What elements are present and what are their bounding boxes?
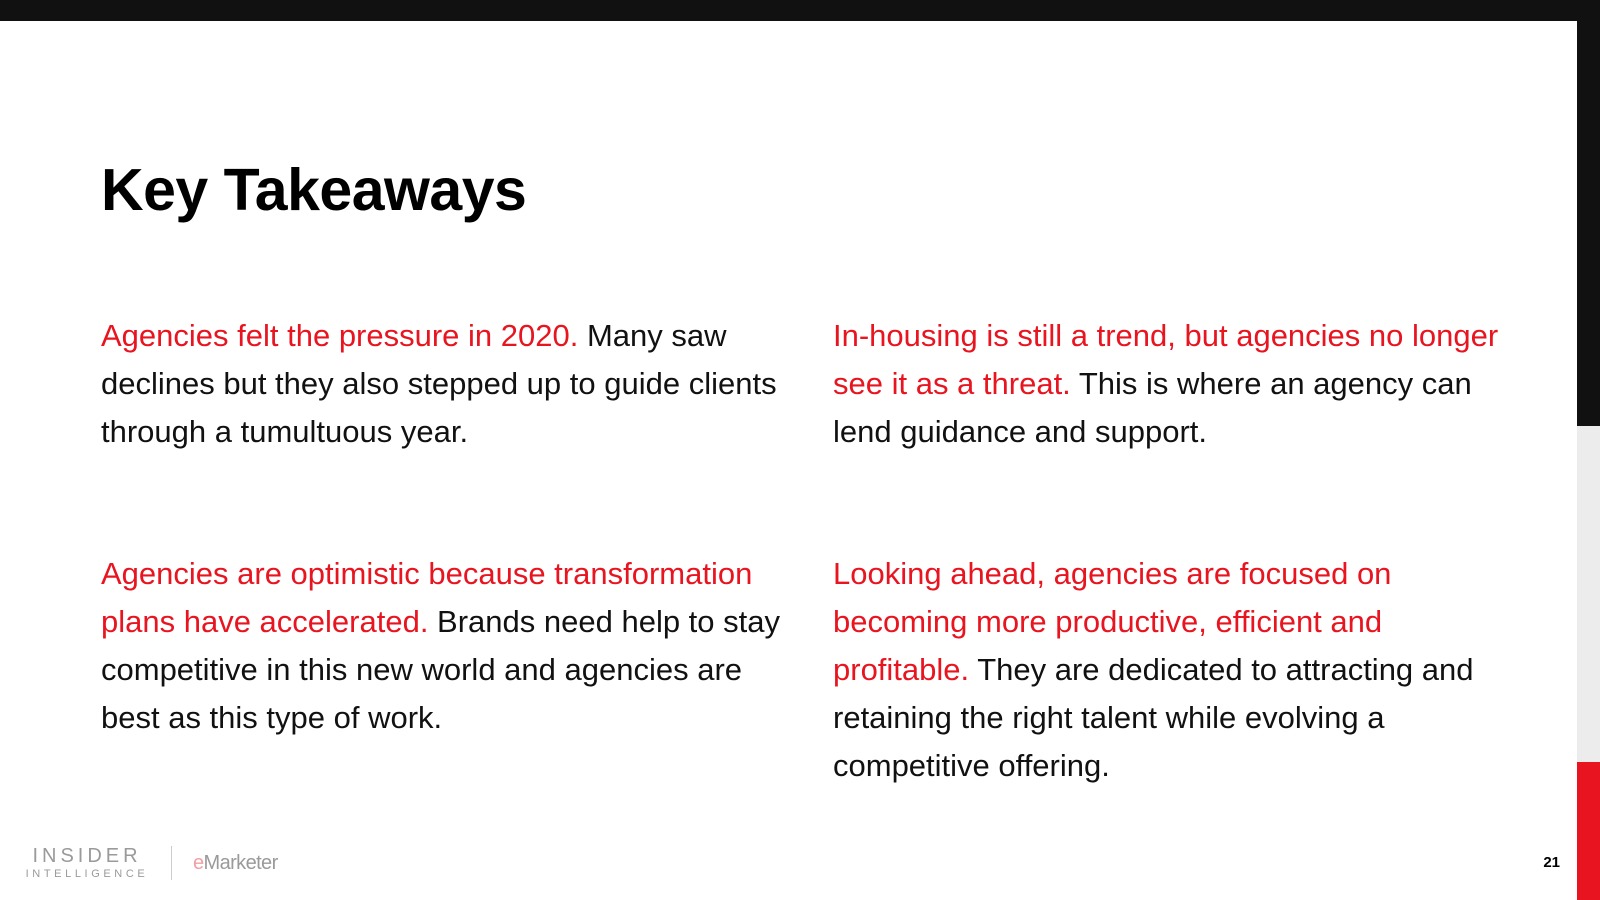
emarketer-logo-e: e xyxy=(193,852,204,874)
right-rail-dark-segment xyxy=(1577,0,1600,426)
takeaway-1-highlight: Agencies felt the pressure in 2020. xyxy=(101,318,579,353)
insider-intelligence-logo xyxy=(22,846,152,880)
takeaway-1 xyxy=(101,312,791,456)
page-number: 21 xyxy=(1543,854,1560,871)
emarketer-logo xyxy=(193,852,278,875)
right-rail-red-segment xyxy=(1577,762,1600,900)
right-rail-light-segment xyxy=(1577,426,1600,762)
takeaway-4-body: They are dedicated to attracting and retaining the right talent while evolving a competitive offering. xyxy=(833,652,1474,783)
takeaway-2-body: This is where an agency can lend guidance and support. xyxy=(833,366,1472,449)
takeaway-3 xyxy=(101,550,791,742)
takeaway-4-highlight: Looking ahead, agencies are focused on becoming more productive, efficient and profitable. xyxy=(833,556,1392,687)
logo-divider xyxy=(171,846,172,880)
page-title: Key Takeaways xyxy=(101,157,527,223)
top-bar xyxy=(0,0,1600,21)
takeaway-4 xyxy=(833,550,1523,790)
takeaway-1-body: Many saw declines but they also stepped up to guide clients through a tumultuous year. xyxy=(101,318,777,449)
takeaway-3-highlight: Agencies are optimistic because transformation plans have accelerated. xyxy=(101,556,753,639)
takeaway-2 xyxy=(833,312,1523,456)
takeaway-2-highlight: In-housing is still a trend, but agencies no longer see it as a threat. xyxy=(833,318,1499,401)
logo-line-intelligence: INTELLIGENCE xyxy=(25,868,149,880)
takeaway-3-body: Brands need help to stay competitive in this new world and agencies are best as this type of work. xyxy=(101,604,781,735)
emarketer-logo-text: Marketer xyxy=(203,852,278,874)
logo-line-insider: INSIDER xyxy=(32,845,142,867)
